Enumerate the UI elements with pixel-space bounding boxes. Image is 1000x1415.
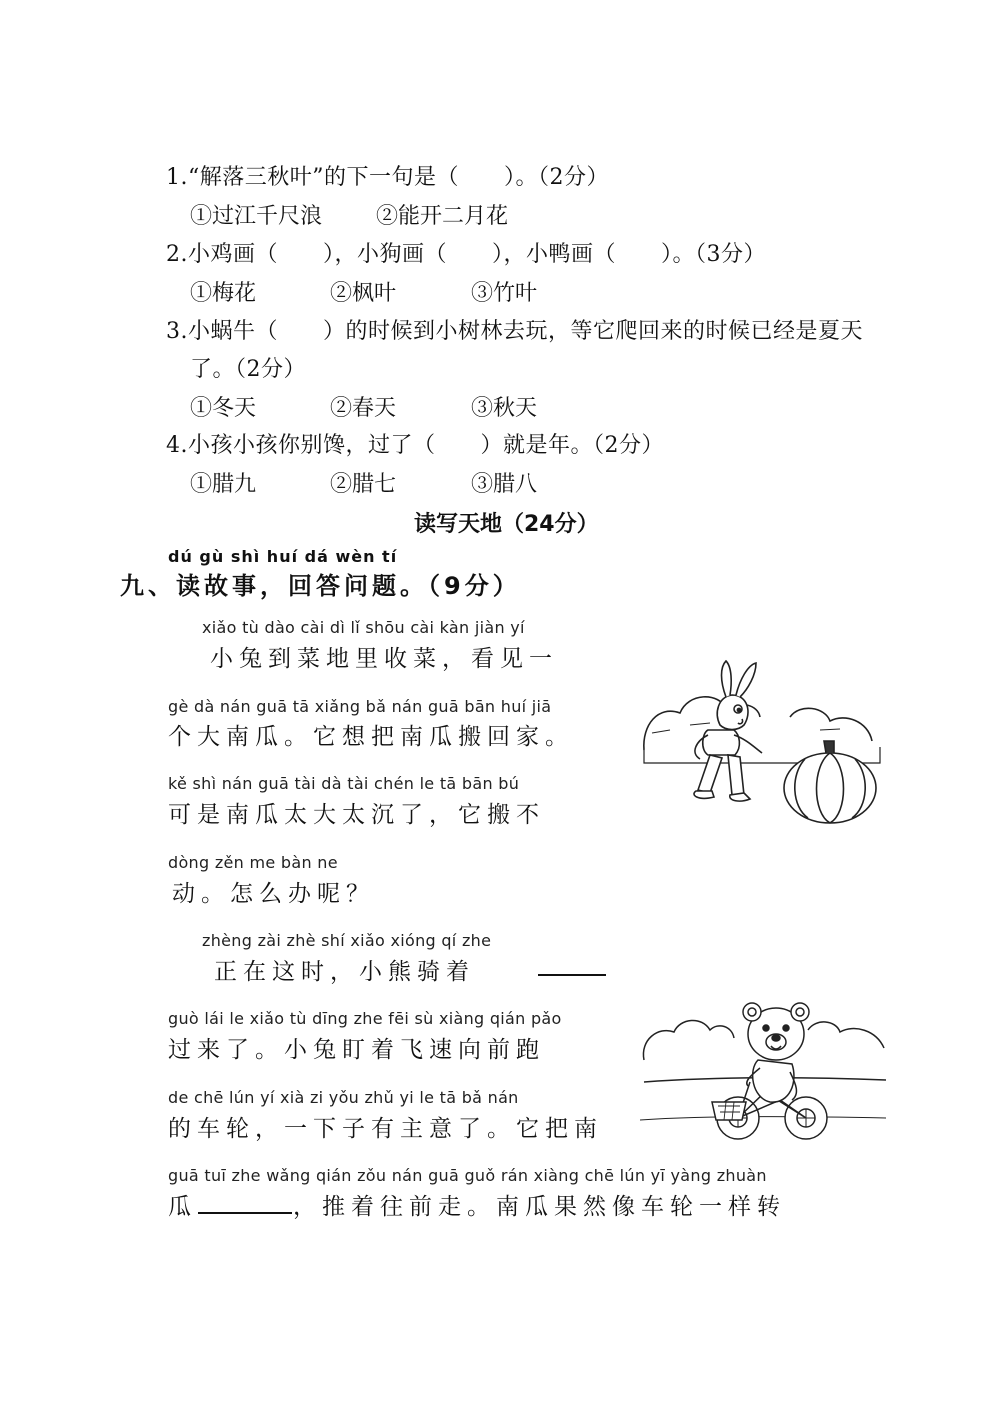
question-3-continued: 了。（2分） — [190, 357, 306, 382]
q3-option-2: ②春天 — [330, 396, 397, 421]
story-pinyin-3: kě shì nán guā tài dà tài chén le tā bān bú — [168, 774, 520, 793]
story-pinyin-5: zhèng zài zhè shí xiǎo xióng qí zhe — [202, 931, 492, 950]
story-line-2: 个大南瓜。它想把南瓜搬回家。 — [168, 724, 574, 750]
q2-option-3: ③竹叶 — [471, 281, 538, 306]
story-line-7: 的车轮，一下子有主意了。它把南 — [168, 1116, 603, 1142]
q1-option-2: ②能开二月花 — [376, 204, 509, 229]
blank-line-1[interactable] — [538, 974, 606, 976]
story-line-8-start: 瓜 — [168, 1194, 197, 1220]
story-pinyin-7: de chē lún yí xià zi yǒu zhǔ yi le tā bǎ nán — [168, 1088, 519, 1107]
section-9-pinyin: dú gù shì huí dá wèn tí — [168, 547, 398, 566]
story-line-3: 可是南瓜太大太沉了，它搬不 — [168, 802, 545, 828]
question-2: 2.小鸡画（ ），小狗画（ ），小鸭画（ ）。（3分） — [166, 242, 766, 267]
story-pinyin-1: xiǎo tù dào cài dì lǐ shōu cài kàn jiàn yí — [202, 618, 525, 637]
q4-option-2: ②腊七 — [330, 472, 397, 497]
blank-line-2[interactable] — [198, 1212, 292, 1214]
story-line-1: 小兔到菜地里收菜，看见一 — [210, 646, 558, 672]
q2-option-2: ②枫叶 — [330, 281, 397, 306]
q2-option-1: ①梅花 — [190, 281, 257, 306]
question-4: 4.小孩小孩你别馋，过了（ ）就是年。（2分） — [166, 433, 664, 458]
rabbit-pumpkin-illustration — [640, 655, 885, 830]
story-line-4: 动。怎么办呢？ — [172, 881, 375, 907]
story-pinyin-2: gè dà nán guā tā xiǎng bǎ nán guā bān huí jiā — [168, 697, 552, 716]
section-reading-writing-title: 读写天地（24分） — [414, 512, 599, 537]
q4-option-3: ③腊八 — [471, 472, 538, 497]
q4-option-1: ①腊九 — [190, 472, 257, 497]
q1-option-1: ①过江千尺浪 — [190, 204, 323, 229]
story-pinyin-6: guò lái le xiǎo tù dīng zhe fēi sù xiàng qián pǎo — [168, 1009, 562, 1028]
q3-option-1: ①冬天 — [190, 396, 257, 421]
section-9-title: 九、读故事，回答问题。（9分） — [120, 572, 521, 600]
question-3: 3.小蜗牛（ ）的时候到小树林去玩，等它爬回来的时候已经是夏天 — [166, 319, 863, 344]
bear-bicycle-illustration — [640, 990, 890, 1155]
story-line-6: 过来了。小兔盯着飞速向前跑 — [168, 1037, 545, 1063]
story-pinyin-8: guā tuī zhe wǎng qián zǒu nán guā guǒ rán xiàng chē lún yī yàng zhuàn — [168, 1166, 767, 1185]
question-1: 1.“解落三秋叶”的下一句是（ ）。（2分） — [166, 165, 609, 190]
q3-option-3: ③秋天 — [471, 396, 538, 421]
story-pinyin-4: dòng zěn me bàn ne — [168, 853, 338, 872]
story-line-8-end: ，推着往前走。南瓜果然像车轮一样转 — [293, 1194, 786, 1220]
story-line-5: 正在这时，小熊骑着 — [214, 959, 475, 985]
